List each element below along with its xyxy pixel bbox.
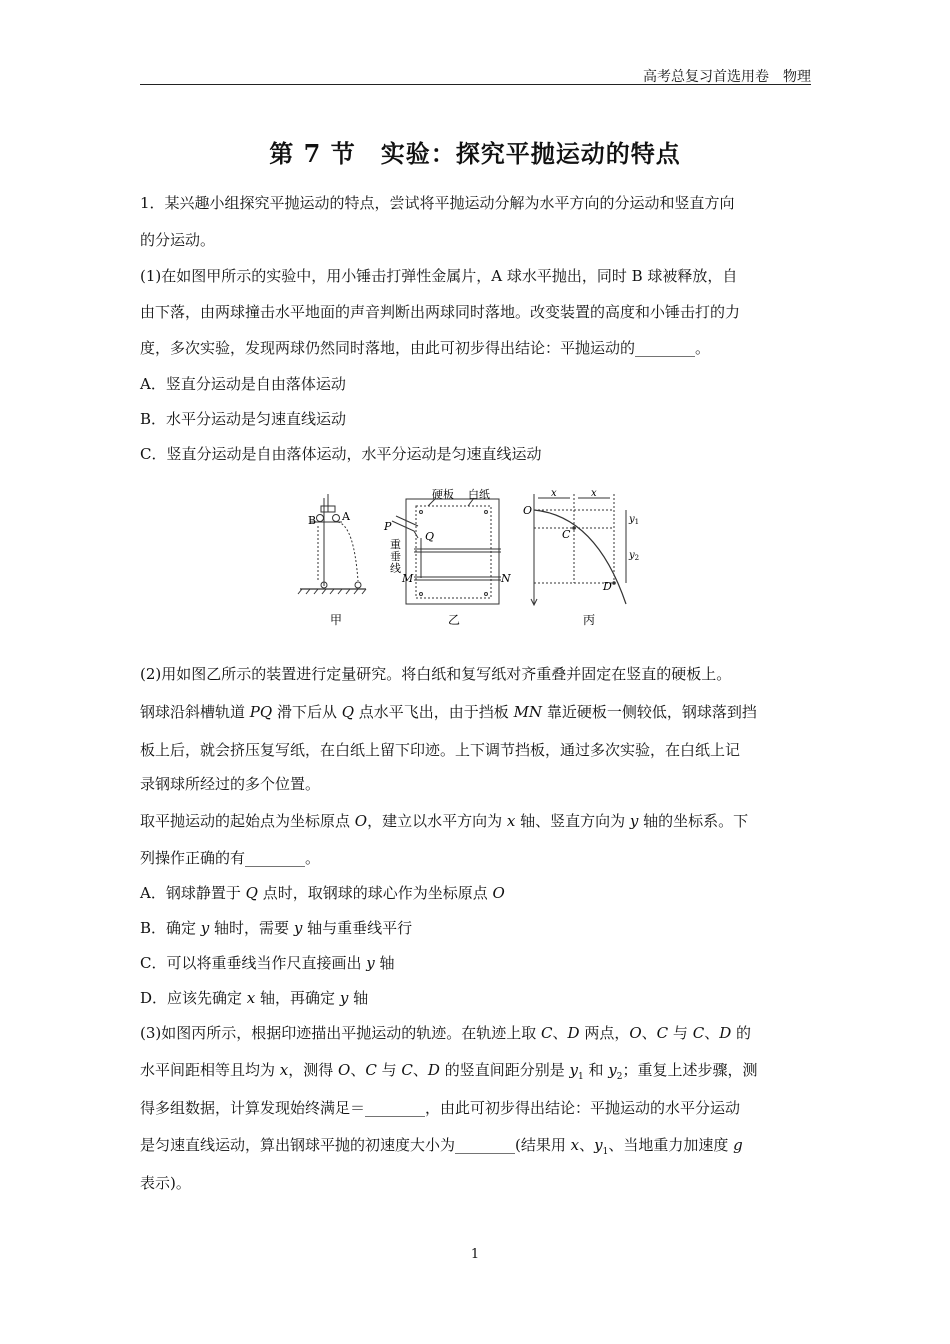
figure-label-x-2: x	[591, 488, 597, 499]
part3-line-5: 表示)。	[140, 1174, 191, 1192]
figure-b-apparatus	[392, 498, 501, 604]
figure-caption-b: 乙	[448, 613, 461, 627]
part2-option-c: C．可以将重垂线当作尺直接画出 y 轴	[140, 954, 395, 972]
question-intro-line-1: 1．某兴趣小组探究平抛运动的特点，尝试将平抛运动分解为水平方向的分运动和竖直方向	[140, 194, 735, 212]
figure-label-o: O	[523, 504, 533, 517]
figure-label-a: A	[342, 510, 350, 523]
part1-option-a: A．竖直分运动是自由落体运动	[140, 375, 346, 393]
figure-label-plumb-3: 线	[390, 562, 401, 575]
part2-line-2: 钢球沿斜槽轨道 PQ 滑下后从 Q 点水平飞出，由于挡板 MN 靠近硬板一侧较低，钢球落到挡	[140, 703, 757, 721]
part3-line-2: 水平间距相等且均为 x，测得 O、C 与 C、D 的竖直间距分别是 $y_1$ 和 $y_2$；重复上述步骤，测	[140, 1061, 758, 1082]
part1-option-b: B．水平分运动是匀速直线运动	[140, 410, 347, 428]
figure-label-p: P	[384, 520, 392, 533]
part3-line-4: 是匀速直线运动，算出钢球平抛的初速度大小为________(结果用 x、$y_1$、当地重力加速度 g	[140, 1136, 743, 1157]
part2-line-4: 录钢球所经过的多个位置。	[140, 775, 321, 793]
figure-label-q: Q	[425, 530, 435, 543]
part3-line-3: 得多组数据，计算发现始终满足＝________，由此可初步得出结论：平抛运动的水平分运动	[140, 1099, 741, 1117]
part1-line-1: (1)在如图甲所示的实验中，用小锤击打弹性金属片，A 球水平抛出，同时 B 球被释放，自	[140, 267, 738, 285]
part2-line-1: (2)用如图乙所示的装置进行定量研究。将白纸和复写纸对齐重叠并固定在竖直的硬板上。	[140, 665, 732, 683]
part1-line-2: 由下落，由两球撞击水平地面的声音判断出两球同时落地。改变装置的高度和小锤击打的力	[140, 303, 741, 321]
part3-line-1: (3)如图丙所示，根据印迹描出平抛运动的轨迹。在轨迹上取 C、D 两点，O、C 与 C、D 的	[140, 1024, 752, 1042]
part2-line-3: 板上后，就会挤压复写纸，在白纸上留下印迹。上下调节挡板，通过多次实验，在白纸上记	[140, 741, 741, 759]
figure-label-y2: $y_2$	[629, 550, 640, 562]
part2-option-d: D．应该先确定 x 轴，再确定 y 轴	[140, 989, 369, 1007]
figure-label-y1: $y_1$	[629, 514, 640, 526]
figure-label-board: 硬板	[432, 488, 454, 501]
figure-label-d: D	[603, 580, 612, 593]
figure-label-plumb-1: 重	[390, 538, 401, 551]
figure-caption-c: 丙	[583, 613, 596, 627]
figure-label-paper: 白纸	[468, 488, 490, 501]
header-text: 高考总复习首选用卷 物理	[643, 69, 811, 85]
point-c	[572, 526, 576, 530]
part2-line-6: 列操作正确的有________。	[140, 849, 321, 867]
part2-option-b: B．确定 y 轴时，需要 y 轴与重垂线平行	[140, 919, 413, 937]
question-intro-line-2: 的分运动。	[140, 231, 216, 249]
figure-caption-a: 甲	[330, 613, 343, 627]
part2-option-a: A．钢球静置于 Q 点时，取钢球的球心作为坐标原点 O	[140, 884, 505, 902]
figure-a-apparatus	[298, 494, 366, 594]
part2-line-5: 取平抛运动的起始点为坐标原点 O，建立以水平方向为 x 轴、竖直方向为 y 轴的坐标系。下	[140, 812, 749, 830]
point-d	[612, 581, 616, 585]
page-title: 第 7 节 实验：探究平抛运动的特点	[269, 139, 681, 168]
figure-label-x-1: x	[551, 488, 557, 499]
page-number: 1	[470, 1247, 480, 1262]
part1-option-c: C．竖直分运动是自由落体运动，水平分运动是匀速直线运动	[140, 445, 542, 463]
part1-line-3: 度，多次实验，发现两球仍然同时落地，由此可初步得出结论：平抛运动的________。	[140, 339, 711, 357]
figure-label-n: N	[501, 572, 511, 585]
figure-label-c: C	[562, 528, 571, 541]
page-header	[140, 62, 811, 85]
figure-label-m: M	[402, 572, 414, 585]
figure-label-b: B	[308, 514, 317, 527]
experiment-figure	[296, 486, 656, 631]
figure-label-plumb-2: 垂	[390, 550, 401, 563]
